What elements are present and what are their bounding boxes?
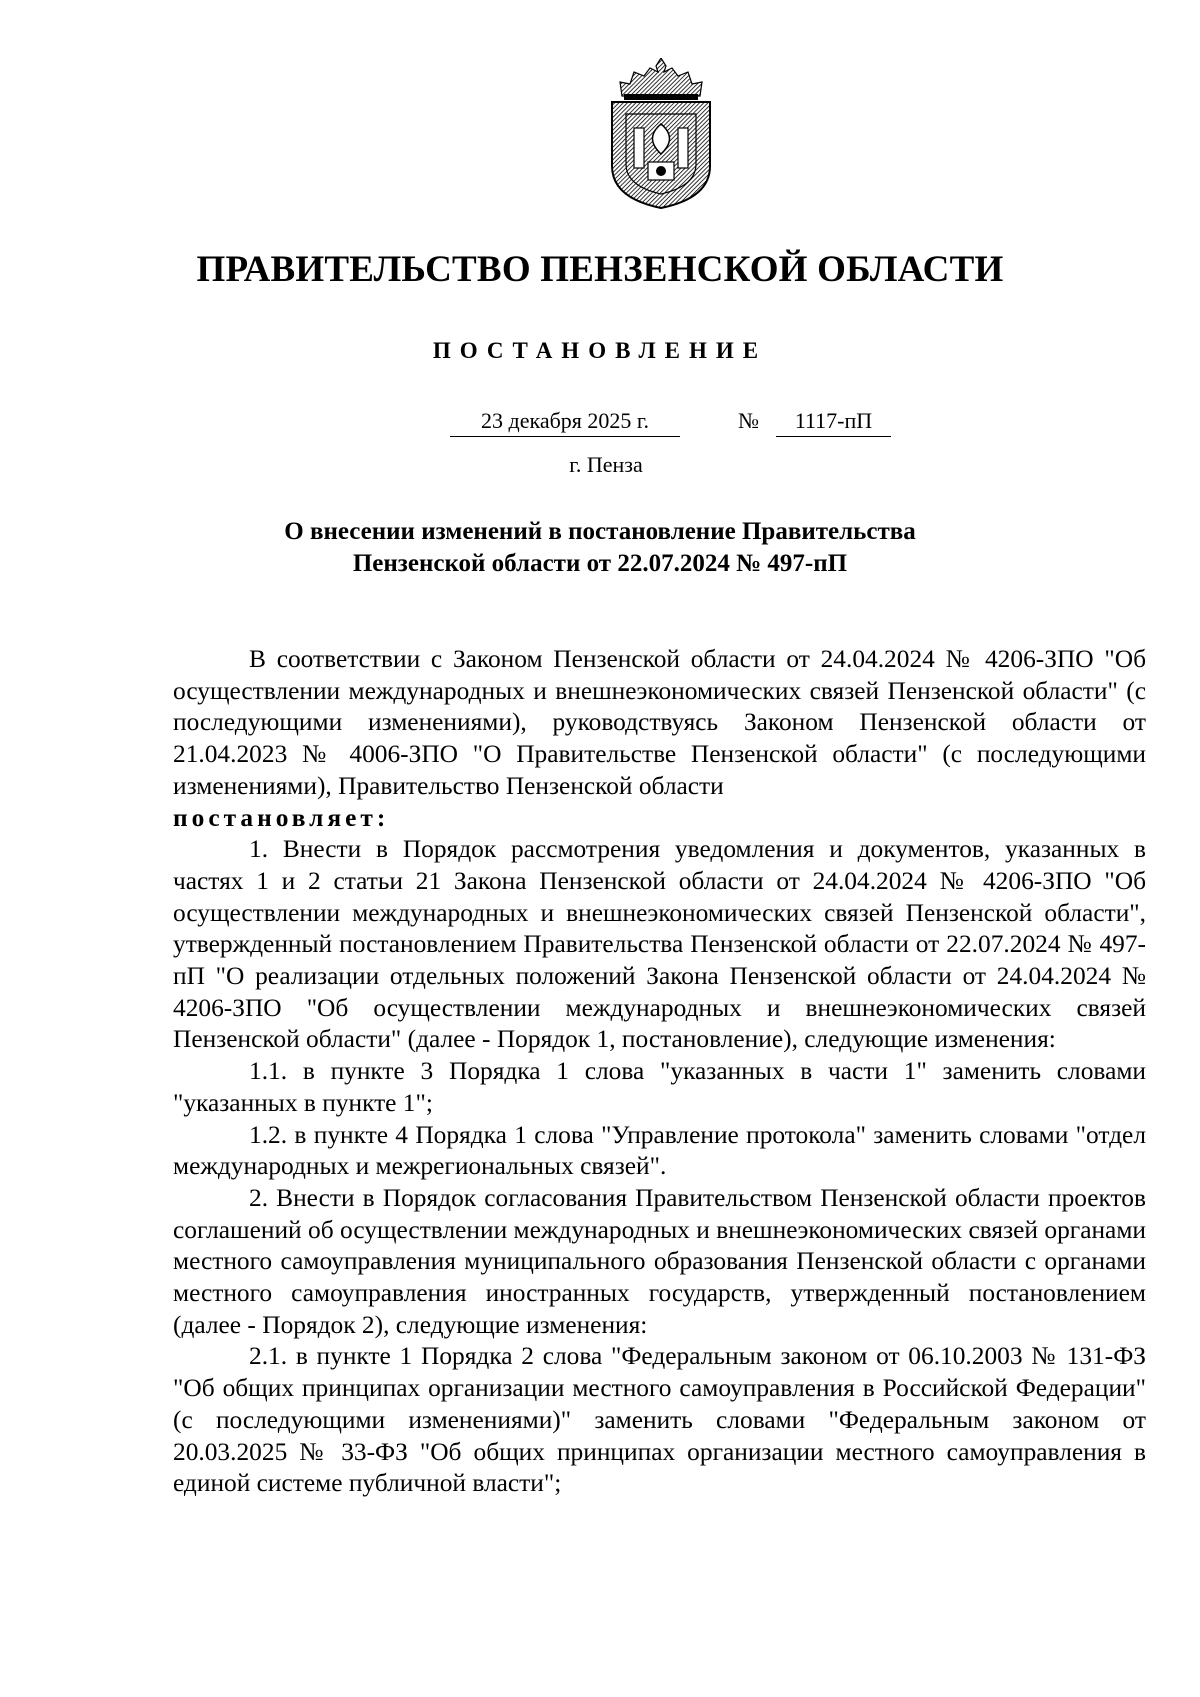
document-type-heading: ПОСТАНОВЛЕНИЕ: [432, 338, 768, 363]
coat-of-arms-emblem: [608, 58, 714, 210]
document-date: 23 декабря 2025 г.: [450, 408, 680, 437]
decree-word: постановляет:: [173, 803, 390, 832]
item-2-paragraph: 2. Внести в Порядок согласования Правительством Пензенской области проектов соглашений об осуществлении международных и внешнеэкономических связей органами местного самоуправления муниципального образования Пензенской области с органами местного самоуправления иностранных государств, утвержденный постановлением (далее - Порядок 2), следующие изменения:: [173, 1183, 1146, 1339]
item-1-2-paragraph: 1.2. в пункте 4 Порядка 1 слова "Управление протокола" заменить словами "отдел международных и межрегиональных связей".: [173, 1120, 1146, 1181]
document-city: г. Пенза: [569, 452, 643, 477]
item-2-1-paragraph: 2.1. в пункте 1 Порядка 2 слова "Федеральным законом от 06.10.2003 № 131-ФЗ "Об общих принципах организации местного самоуправления в Российской Федерации" (с последующими изменениями)" заменить словами "Федеральным законом от 20.03.2025 № 33-ФЗ "Об общих принципах организации местного самоуправления в единой системе публичной власти";: [173, 1342, 1146, 1498]
item-1-paragraph: 1. Внести в Порядок рассмотрения уведомления и документов, указанных в частях 1 и 2 статьи 21 Закона Пензенской области от 24.04.2024 № 4206-ЗПО "Об осуществлении международных и внешнеэкономических связей Пензенской области", утвержденный постановлением Правительства Пензенской области от 22.07.2024 № 497-пП "О реализации отдельных положений Закона Пензенской области от 24.04.2024 № 4206-ЗПО "Об осуществлении международных и внешнеэкономических связей Пензенской области" (далее - Порядок 1, постановление), следующие изменения:: [173, 835, 1146, 1054]
preamble-paragraph: В соответствии с Законом Пензенской области от 24.04.2024 № 4206-ЗПО "Об осуществлении международных и внешнеэкономических связей Пензенской области" (с последующими изменениями), руководствуясь Законом Пензенской области от 21.04.2023 № 4006-ЗПО "О Правительстве Пензенской области" (с последующими изменениями), Правительство Пензенской области: [173, 645, 1146, 800]
document-body: [173, 644, 1146, 1500]
document-title: [0, 516, 1200, 580]
document-title-line-2: Пензенской области от 22.07.2024 № 497-пП: [352, 550, 848, 577]
organization-heading: ПРАВИТЕЛЬСТВО ПЕНЗЕНСКОЙ ОБЛАСТИ: [196, 249, 1004, 290]
document-title-line-1: О внесении изменений в постановление Правительства: [284, 518, 916, 545]
document-number: 1117-пП: [776, 408, 891, 437]
number-sign: №: [738, 408, 759, 433]
item-1-1-paragraph: 1.1. в пункте 3 Порядка 1 слова "указанных в части 1" заменить словами "указанных в пункте 1";: [173, 1057, 1146, 1117]
